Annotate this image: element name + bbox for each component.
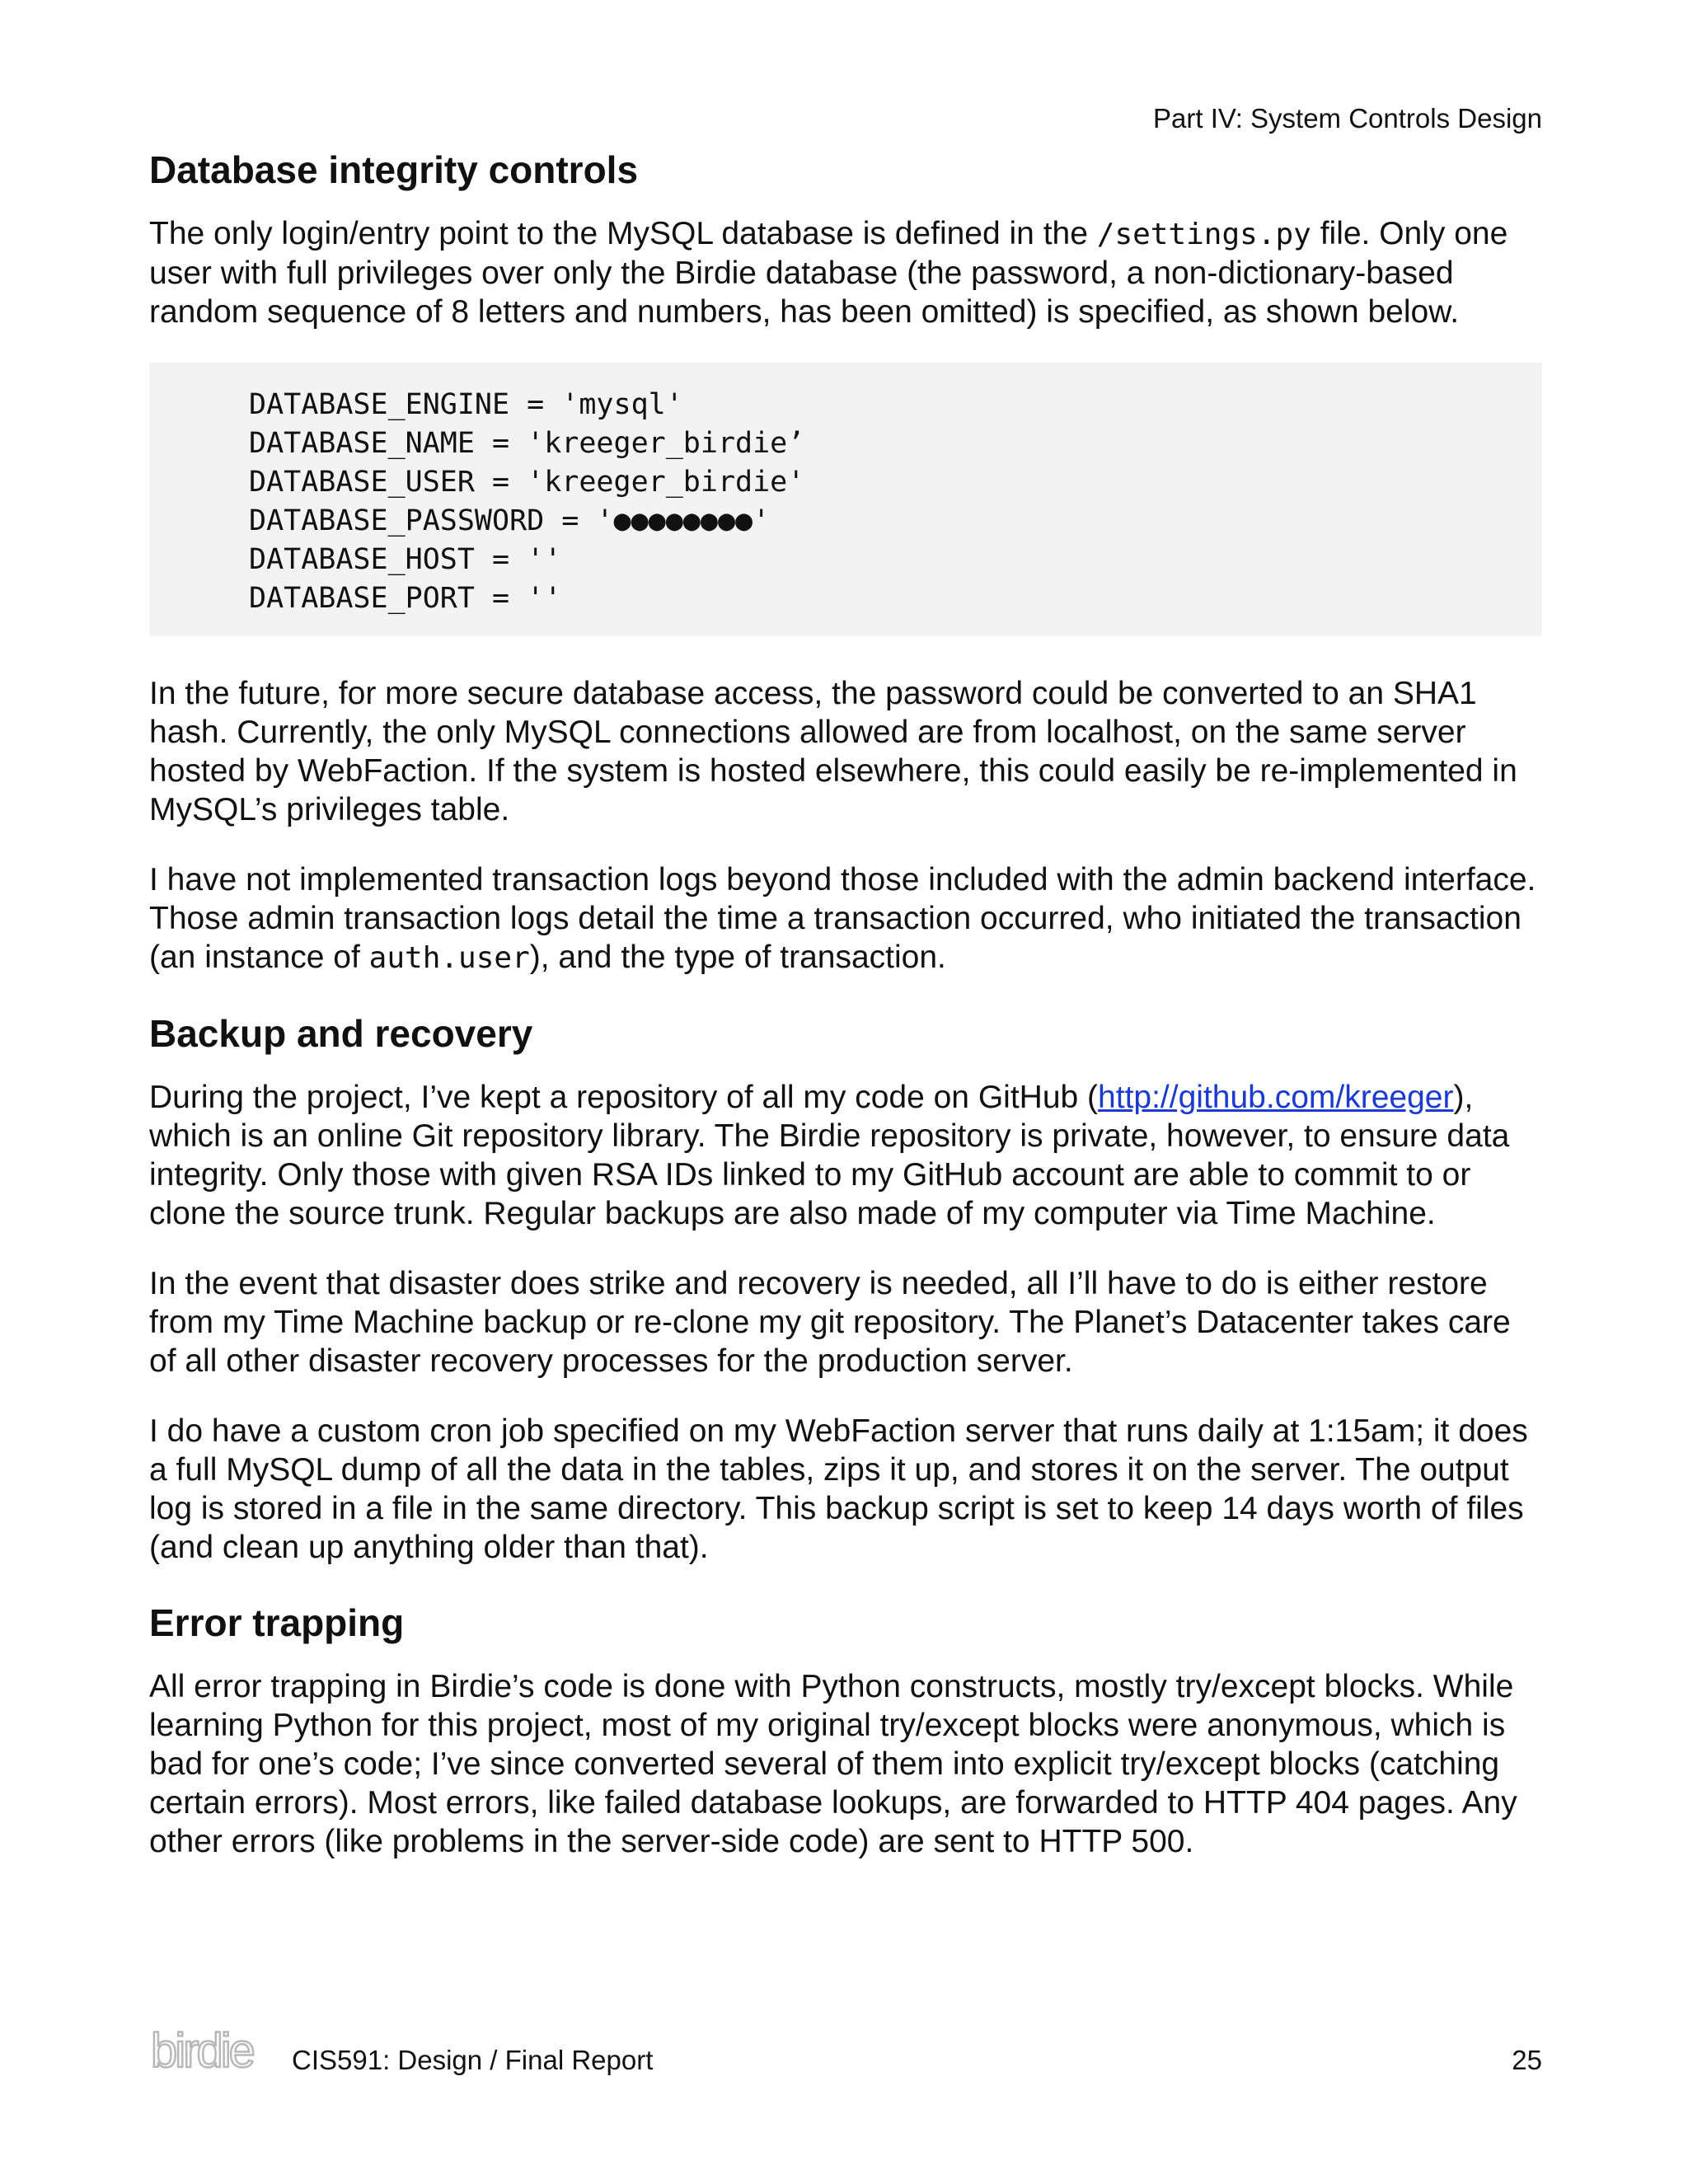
code-line-name: DATABASE_NAME = 'kreeger_birdie’ xyxy=(249,427,805,460)
code-line-user: DATABASE_USER = 'kreeger_birdie' xyxy=(249,466,805,499)
paragraph-db-login xyxy=(149,214,1542,331)
paragraph-backup-disaster: In the event that disaster does strike and recovery is needed, all I’ll have to do is either restore from my Time Machine backup or re-clone my git repository. The Planet’s Datacenter takes care of all other disaster recovery processes for the production server. xyxy=(149,1266,1511,1379)
birdie-logo-text: birdie xyxy=(151,2024,253,2077)
inline-code-auth-user: auth.user xyxy=(368,941,530,975)
code-line-password: DATABASE_PASSWORD = '●●●●●●●●' xyxy=(249,504,771,537)
text: During the project, I’ve kept a repository of all my code on GitHub ( xyxy=(149,1080,1099,1115)
heading-database-integrity: Database integrity controls xyxy=(149,148,639,191)
page-content xyxy=(149,147,1542,1892)
page-number: 25 xyxy=(1512,2045,1542,2075)
code-line-host: DATABASE_HOST = '' xyxy=(249,543,562,576)
footer-title: CIS591: Design / Final Report xyxy=(292,2045,654,2075)
birdie-logo xyxy=(149,2024,265,2077)
page-footer xyxy=(149,2024,1542,2082)
text: file. Only one user with full privileges over only the Birdie database (the password, a non-dictionary-based random sequence of 8 letters and numbers, has been omitted) is specified, as shown below. xyxy=(149,216,1508,330)
paragraph-error-trapping: All error trapping in Birdie’s code is done with Python constructs, mostly try/except blocks. While learning Python for this project, most of my original try/except blocks were anonymous, which is bad for one’s code; I’ve since converted several of them into explicit try/except blocks (catching certain errors). Most errors, like failed database lookups, are forwarded to HTTP 404 pages. Any other errors (like problems in the server-side code) are sent to HTTP 500. xyxy=(149,1669,1517,1859)
code-line-port: DATABASE_PORT = '' xyxy=(249,582,562,615)
document-page xyxy=(149,0,1542,2184)
paragraph-backup-cron: I do have a custom cron job specified on my WebFaction server that runs daily at 1:15am; it does a full MySQL dump of all the data in the tables, zips it up, and stores it on the server. The output log is stored in a file in the same directory. This backup script is set to keep 14 days worth of files (and clean up anything older than that). xyxy=(149,1413,1528,1565)
paragraph-db-transactions xyxy=(149,860,1542,977)
code-line-engine: DATABASE_ENGINE = 'mysql' xyxy=(249,388,683,421)
running-header: Part IV: System Controls Design xyxy=(1153,103,1542,134)
heading-backup-recovery: Backup and recovery xyxy=(149,1012,533,1055)
text: ), and the type of transaction. xyxy=(529,940,946,975)
github-link[interactable]: http://github.com/kreeger xyxy=(1098,1080,1454,1115)
paragraph-db-future: In the future, for more secure database access, the password could be converted to an SHA1 hash. Currently, the only MySQL connections allowed are from localhost, on the same server hosted by WebFaction. If the system is hosted elsewhere, this could easily be re-implemented in MySQL’s privileges table. xyxy=(149,676,1517,827)
text: The only login/entry point to the MySQL database is defined in the xyxy=(149,216,1097,251)
paragraph-backup-github xyxy=(149,1078,1542,1233)
settings-code-block xyxy=(149,363,1542,636)
text: ), which is an online Git repository library. The Birdie repository is private, however, to ensure data integrity. Only those with given RSA IDs linked to my GitHub account are able to commit to or clone the source trunk. Regular backups are also made of my computer via Time Machine. xyxy=(149,1080,1510,1231)
heading-error-trapping: Error trapping xyxy=(149,1601,405,1644)
inline-code-settings: /settings.py xyxy=(1096,218,1311,251)
text: I have not implemented transaction logs beyond those included with the admin backend interface. Those admin transaction logs detail the time a transaction occurred, who initiated the transaction (an instance of xyxy=(149,862,1536,975)
